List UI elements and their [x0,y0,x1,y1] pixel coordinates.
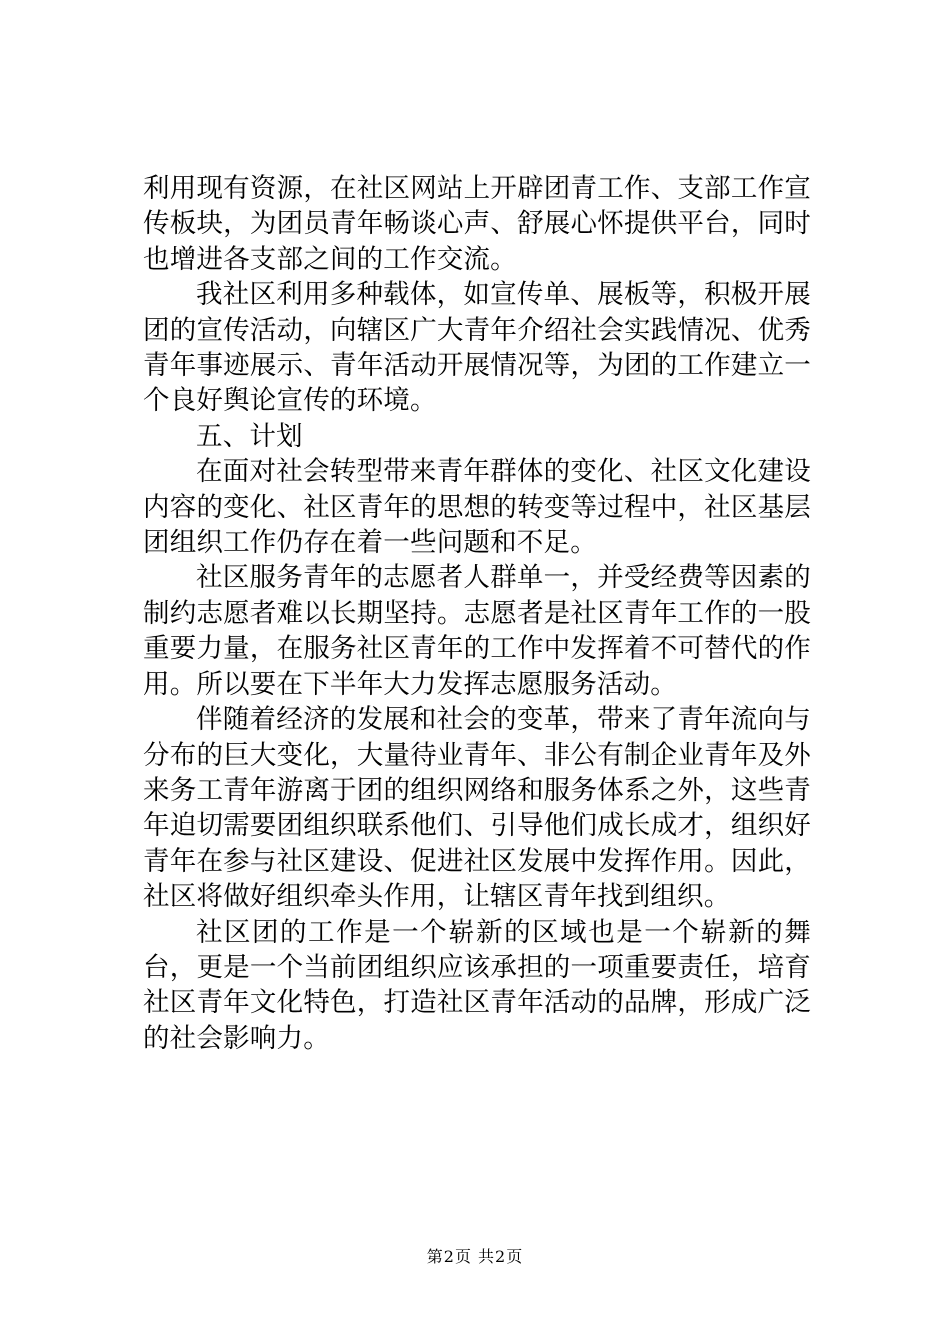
document-body [143,171,811,1056]
paragraph-2: 我社区利用多种载体，如宣传单、展板等，积极开展团的宣传活动，向辖区广大青年介绍社会实践情况、优秀青年事迹展示、青年活动开展情况等，为团的工作建立一个良好舆论宣传的环境。 [143,279,811,417]
paragraph-4: 在面对社会转型带来青年群体的变化、社区文化建设内容的变化、社区青年的思想的转变等过程中，社区基层团组织工作仍存在着一些问题和不足。 [143,456,811,559]
page-number-footer: 第2页 共2页 [426,1247,524,1266]
paragraph-7: 社区团的工作是一个崭新的区域也是一个崭新的舞台，更是一个当前团组织应该承担的一项重要责任，培育社区青年文化特色，打造社区青年活动的品牌，形成广泛的社会影响力。 [143,916,811,1054]
paragraph-6: 伴随着经济的发展和社会的变革，带来了青年流向与分布的巨大变化，大量待业青年、非公有制企业青年及外来务工青年游离于团的组织网络和服务体系之外，这些青年迫切需要团组织联系他们、引导他们成长成才，组织好青年在参与社区建设、促进社区发展中发挥作用。因此，社区将做好组织牵头作用，让辖区青年找到组织。 [143,704,811,913]
section-heading-plan: 五、计划 [196,420,303,452]
paragraph-1: 利用现有资源，在社区网站上开辟团青工作、支部工作宣传板块，为团员青年畅谈心声、舒展心怀提供平台，同时也增进各支部之间的工作交流。 [143,173,811,275]
paragraph-5: 社区服务青年的志愿者人群单一，并受经费等因素的制约志愿者难以长期坚持。志愿者是社区青年工作的一股重要力量，在服务社区青年的工作中发挥着不可替代的作用。所以要在下半年大力发挥志愿服务活动。 [143,562,811,700]
